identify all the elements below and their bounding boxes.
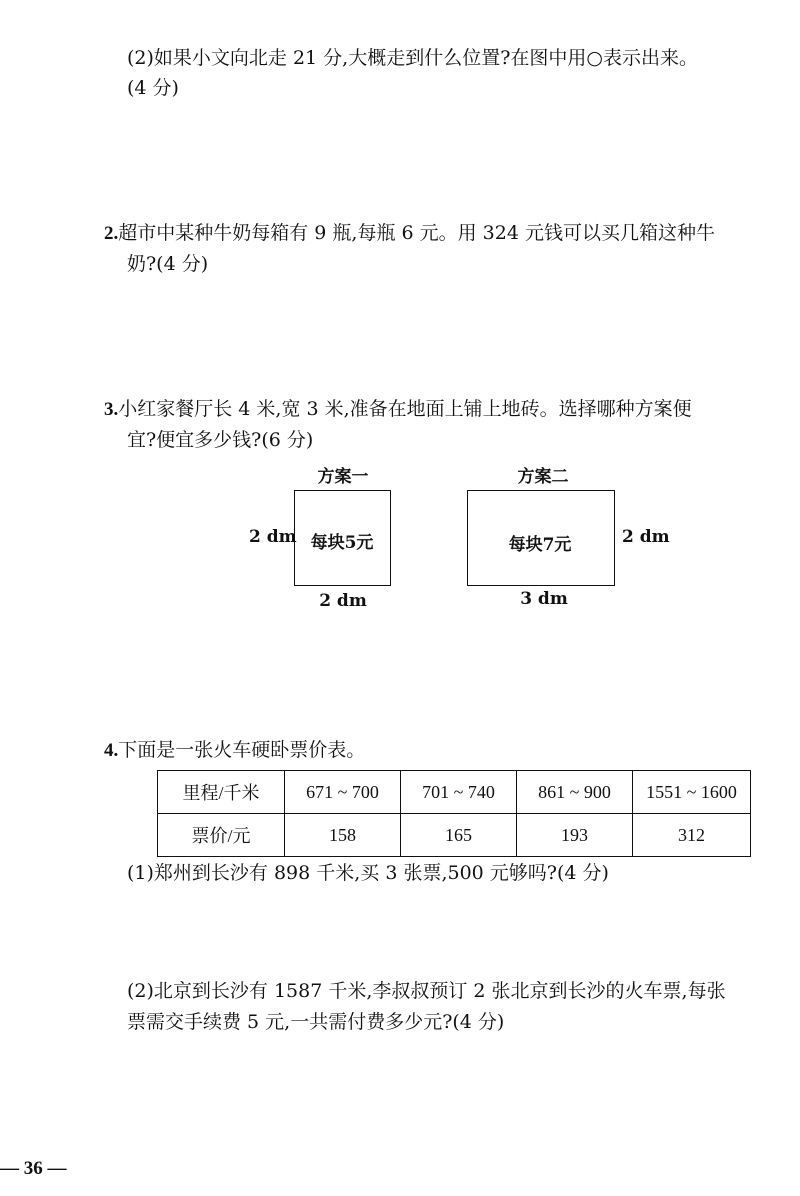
q4-intro: 下面是一张火车硬卧票价表。 xyxy=(118,739,366,761)
plan2-bottom-label: 3 dm xyxy=(520,589,568,609)
table-header-distance: 里程/千米 xyxy=(158,771,285,814)
q2-line1 xyxy=(104,221,715,246)
table-cell: 671 ~ 700 xyxy=(285,771,401,814)
table-cell: 1551 ~ 1600 xyxy=(633,771,751,814)
plan1-price: 每块5元 xyxy=(310,533,374,553)
q1-part2-line1: (2)如果小文向北走 21 分,大概走到什么位置?在图中用○表示出来。 xyxy=(127,47,698,69)
page-number: — 36 — xyxy=(0,1158,67,1179)
plan1-title: 方案一 xyxy=(317,467,369,487)
q3-text-1: 小红家餐厅长 4 米,宽 3 米,准备在地面上铺上地砖。选择哪种方案便 xyxy=(118,398,692,420)
table-cell: 861 ~ 900 xyxy=(517,771,633,814)
table-cell: 165 xyxy=(401,814,517,857)
table-row xyxy=(158,771,751,814)
q3-number: 3. xyxy=(104,399,119,420)
q2-number: 2. xyxy=(104,223,119,244)
fare-table xyxy=(157,770,751,857)
plan1-bottom-label: 2 dm xyxy=(319,591,367,611)
q4-intro-line xyxy=(104,738,365,763)
q3-line2: 宜?便宜多少钱?(6 分) xyxy=(127,429,314,451)
table-header-price: 票价/元 xyxy=(158,814,285,857)
plan2-price: 每块7元 xyxy=(508,535,572,555)
q2-text-1: 超市中某种牛奶每箱有 9 瓶,每瓶 6 元。用 324 元钱可以买几箱这种牛 xyxy=(118,222,715,244)
table-cell: 701 ~ 740 xyxy=(401,771,517,814)
table-row xyxy=(158,814,751,857)
table-cell: 158 xyxy=(285,814,401,857)
q1-part2-line2: (4 分) xyxy=(127,77,179,99)
q4-number: 4. xyxy=(104,740,119,761)
q4-part2-line1: (2)北京到长沙有 1587 千米,李叔叔预订 2 张北京到长沙的火车票,每张 xyxy=(127,980,726,1002)
plan1-side-label: 2 dm xyxy=(249,527,297,547)
q4-part2-line2: 票需交手续费 5 元,一共需付费多少元?(4 分) xyxy=(127,1011,505,1033)
plan2-side-label: 2 dm xyxy=(622,527,670,547)
q4-part1: (1)郑州到长沙有 898 千米,买 3 张票,500 元够吗?(4 分) xyxy=(127,862,609,884)
plan2-title: 方案二 xyxy=(517,467,569,487)
table-cell: 312 xyxy=(633,814,751,857)
q3-line1 xyxy=(104,397,692,422)
table-cell: 193 xyxy=(517,814,633,857)
q2-line2: 奶?(4 分) xyxy=(127,253,209,275)
